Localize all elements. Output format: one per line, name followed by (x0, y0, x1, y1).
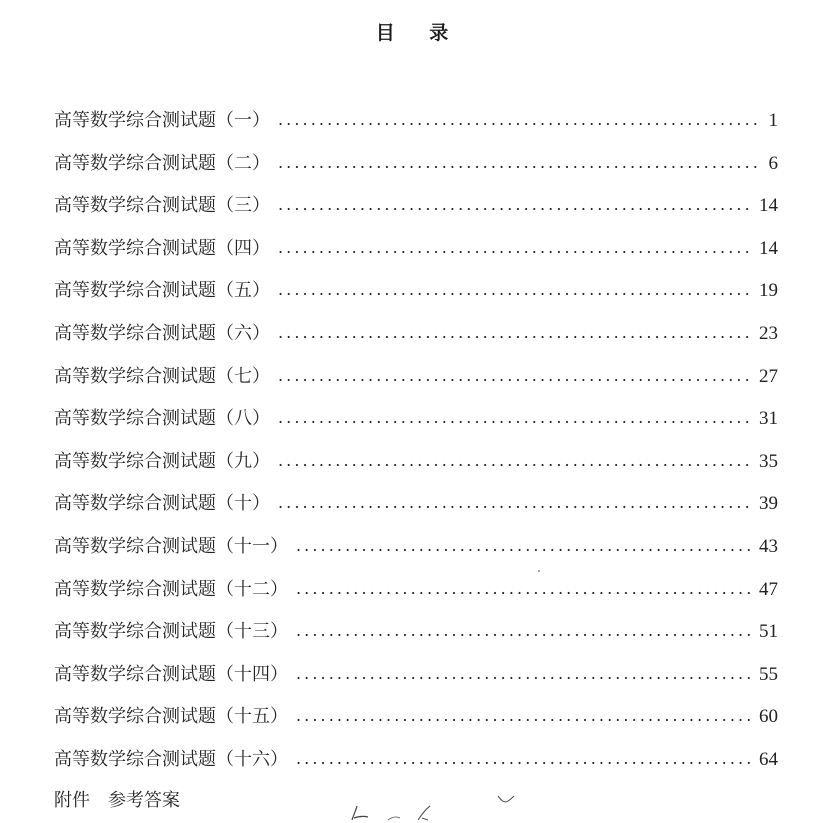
toc-entry[interactable] (54, 276, 778, 319)
table-of-contents (54, 106, 778, 788)
toc-dot-leader (278, 366, 753, 385)
toc-entry-label: 高等数学综合测试题（十六） (54, 748, 288, 770)
scan-speck-mark (538, 570, 540, 572)
toc-page-number: 60 (759, 706, 778, 728)
toc-page-number: 55 (759, 663, 778, 685)
toc-entry[interactable] (54, 660, 778, 703)
toc-entry-label: 高等数学综合测试题（一） (54, 110, 270, 131)
toc-entry-label: 高等数学综合测试题（八） (54, 408, 270, 430)
appendix-prefix: 附件 (54, 790, 90, 811)
toc-page-number: 35 (759, 450, 778, 472)
toc-entry[interactable] (54, 106, 778, 149)
toc-dot-leader (296, 706, 753, 725)
toc-dot-leader (296, 621, 753, 640)
toc-entry-label: 高等数学综合测试题（十三） (54, 621, 288, 643)
toc-entry[interactable] (54, 745, 778, 788)
toc-entry[interactable] (54, 575, 778, 618)
toc-page-number: 27 (759, 365, 778, 387)
toc-entry[interactable] (54, 447, 778, 490)
toc-page-number: 23 (759, 322, 778, 344)
toc-entry[interactable] (54, 702, 778, 745)
toc-dot-leader (278, 280, 753, 299)
toc-page-number: 19 (759, 280, 778, 302)
toc-dot-leader (296, 579, 753, 598)
toc-page-number: 31 (759, 408, 778, 430)
toc-entry-label: 高等数学综合测试题（十一） (54, 535, 288, 557)
toc-entry[interactable] (54, 362, 778, 405)
toc-dot-leader (278, 195, 753, 214)
toc-entry-label: 高等数学综合测试题（十五） (54, 706, 288, 728)
toc-entry[interactable] (54, 319, 778, 362)
toc-page-number: 14 (759, 237, 778, 259)
toc-dot-leader (278, 451, 753, 470)
toc-dot-leader (278, 238, 753, 257)
toc-page-number: 39 (759, 493, 778, 515)
toc-dot-leader (278, 408, 753, 427)
toc-entry-label: 高等数学综合测试题（二） (54, 152, 270, 174)
toc-dot-leader (278, 493, 753, 512)
toc-entry-label: 高等数学综合测试题（九） (54, 450, 270, 472)
toc-dot-leader (278, 323, 753, 342)
toc-page-number: 64 (759, 748, 778, 770)
toc-entry-label: 高等数学综合测试题（六） (54, 322, 270, 344)
toc-entry[interactable] (54, 532, 778, 575)
toc-entry[interactable] (54, 489, 778, 532)
toc-entry[interactable] (54, 191, 778, 234)
toc-entry[interactable] (54, 234, 778, 277)
toc-entry-label: 高等数学综合测试题（十四） (54, 663, 288, 685)
toc-page-number: 1 (768, 110, 778, 131)
toc-page-number: 51 (759, 621, 778, 643)
toc-entry-label: 高等数学综合测试题（五） (54, 280, 270, 302)
toc-entry[interactable] (54, 149, 778, 192)
toc-entry-label: 高等数学综合测试题（四） (54, 237, 270, 259)
appendix-label: 参考答案 (108, 790, 180, 811)
toc-entry-label: 高等数学综合测试题（十） (54, 493, 270, 515)
toc-entry[interactable] (54, 404, 778, 447)
toc-entry-label: 高等数学综合测试题（十二） (54, 578, 288, 600)
toc-dot-leader (296, 749, 753, 768)
toc-page-number: 43 (759, 535, 778, 557)
page-title: 目 录 (375, 22, 463, 44)
toc-dot-leader (296, 664, 753, 683)
toc-dot-leader (296, 536, 753, 555)
toc-dot-leader (278, 153, 762, 172)
toc-entry[interactable] (54, 617, 778, 660)
toc-page-number: 47 (759, 578, 778, 600)
toc-entry-label: 高等数学综合测试题（三） (54, 195, 270, 217)
appendix-entry[interactable] (54, 786, 180, 812)
toc-dot-leader (278, 110, 762, 129)
handwritten-scribble-mark (330, 790, 530, 823)
toc-entry-label: 高等数学综合测试题（七） (54, 365, 270, 387)
toc-page-number: 14 (759, 195, 778, 217)
toc-page-number: 6 (768, 152, 778, 174)
